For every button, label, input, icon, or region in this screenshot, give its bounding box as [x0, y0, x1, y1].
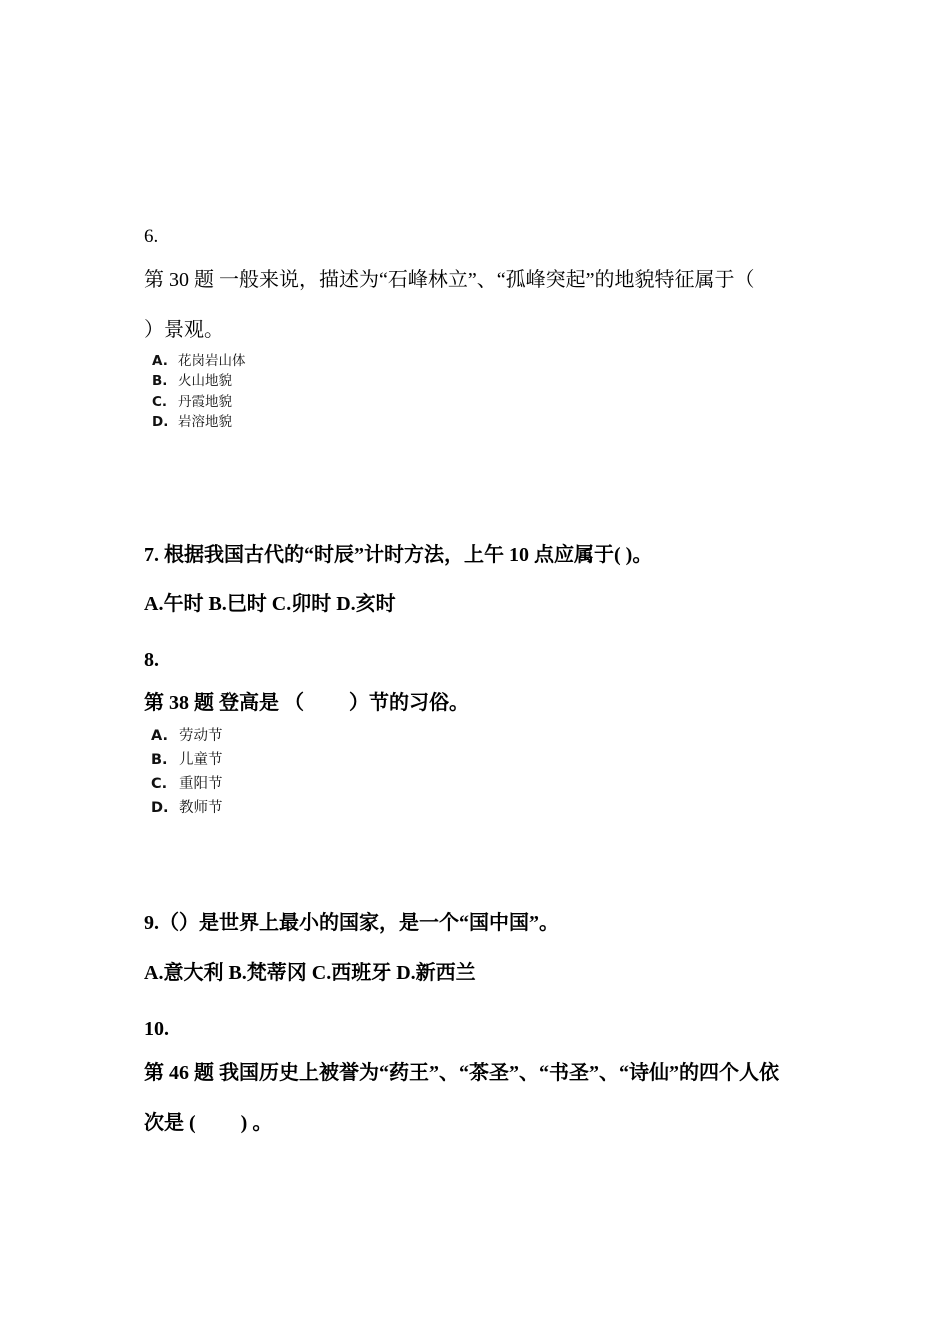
question-6-option-a	[152, 349, 246, 369]
option-letter: A.	[151, 728, 168, 744]
question-8-number: 8.	[144, 649, 159, 671]
option-text: 丹霞地貌	[178, 394, 232, 410]
option-text: 岩溶地貌	[178, 414, 232, 430]
question-10-stem-line1: 第 46 题 我国历史上被誉为“药王”、“茶圣”、“书圣”、“诗仙”的四个人依	[144, 1062, 779, 1084]
option-text: 教师节	[179, 800, 223, 816]
question-9-line	[144, 906, 559, 935]
question-6-option-c	[152, 390, 232, 410]
question-8-option-a	[151, 724, 223, 745]
option-letter: A.	[152, 353, 168, 369]
option-letter: D.	[152, 414, 169, 430]
question-7-options: A.午时 B.巳时 C.卯时 D.亥时	[144, 593, 396, 615]
question-9-number: 9.	[144, 912, 159, 934]
option-letter: C.	[151, 776, 168, 792]
question-6-number: 6.	[144, 226, 159, 247]
question-8-stem: 第 38 题 登高是 （ ）节的习俗。	[144, 692, 469, 714]
option-text: 花岗岩山体	[178, 353, 246, 369]
question-6-stem-line1	[144, 263, 755, 292]
question-6-stem-text: 第 30 题 一般来说，描述为“石峰林立”、“孤峰突起”的地貌特征属于（	[144, 269, 755, 291]
question-9-options: A.意大利 B.梵蒂冈 C.西班牙 D.新西兰	[144, 962, 476, 984]
option-text: 劳动节	[179, 728, 223, 744]
question-9-stem: （）是世界上最小的国家，是一个“国中国”。	[159, 912, 559, 934]
option-letter: B.	[151, 752, 168, 768]
question-6-option-b	[152, 369, 232, 389]
option-letter: D.	[151, 800, 169, 816]
question-8-option-d	[151, 796, 223, 817]
question-6-option-d	[152, 410, 232, 430]
question-10-number: 10.	[144, 1018, 169, 1040]
option-letter: B.	[152, 373, 168, 389]
option-letter: C.	[152, 394, 168, 410]
question-6-stem-line2: ）景观。	[144, 319, 224, 341]
question-8-option-b	[151, 748, 223, 769]
question-10-stem-line2: 次是 ( ) 。	[144, 1112, 273, 1134]
option-text: 重阳节	[179, 776, 223, 792]
question-7-stem: 根据我国古代的“时辰”计时方法，上午 10 点应属于( )。	[164, 544, 653, 566]
option-text: 火山地貌	[178, 373, 232, 389]
question-7-line	[144, 538, 652, 567]
question-8-option-c	[151, 772, 223, 793]
question-7-number: 7.	[144, 544, 159, 566]
option-text: 儿童节	[179, 752, 223, 768]
